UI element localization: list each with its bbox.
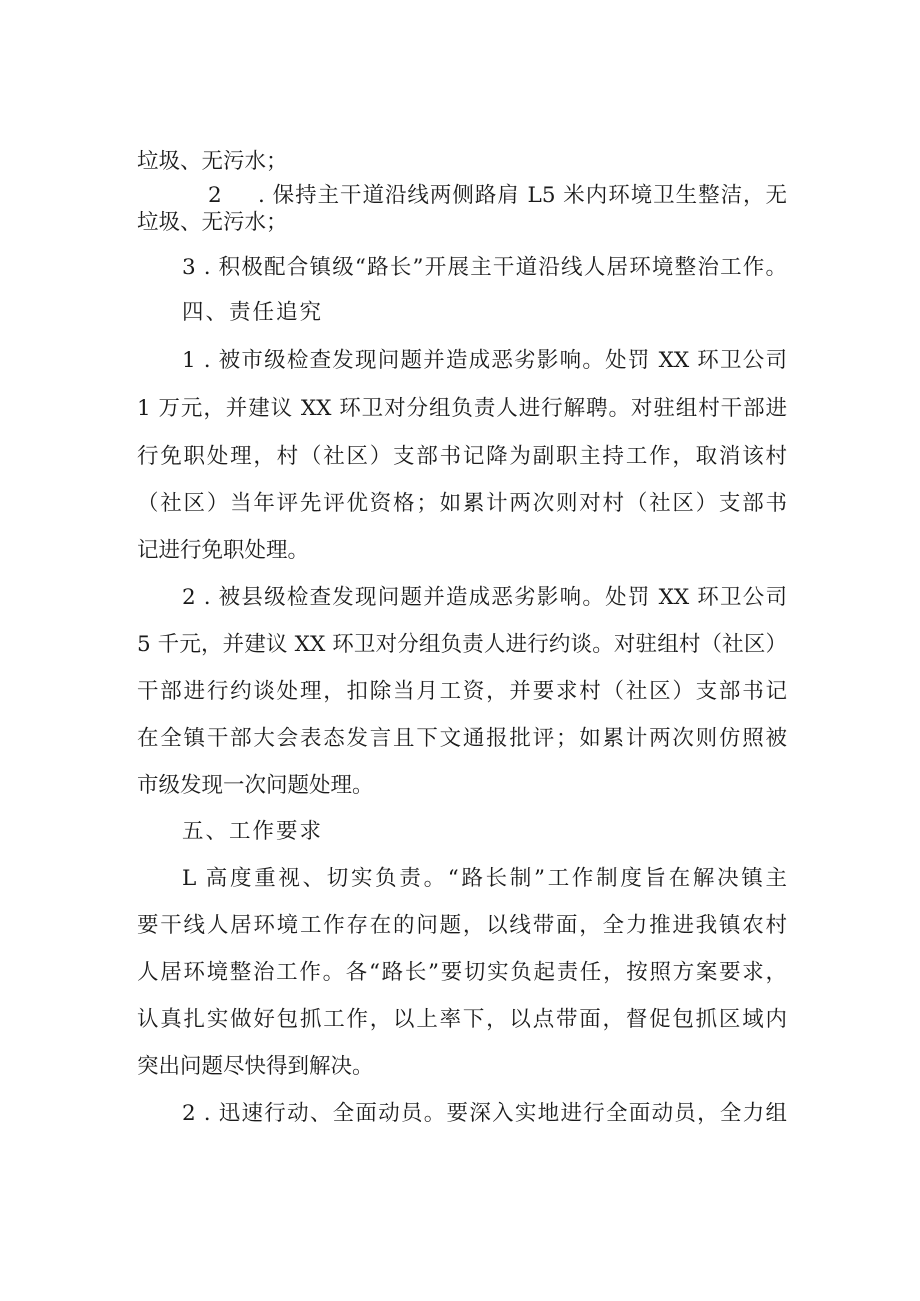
item-3-line-1: 3 . 积极配合镇级“路长”开展主干道沿线人居环境整治工作。 xyxy=(182,255,787,280)
item-2-line-2: 垃圾、无污水； xyxy=(137,210,288,235)
section-4-para-2-line: 2 . 被县级检查发现问题并造成恶劣影响。处罚 XX 环卫公司 xyxy=(182,585,787,610)
section-4-para-2-line: 5 千元，并建议 XX 环卫对分组负责人进行约谈。对驻组村（社区） xyxy=(137,632,787,657)
section-5-heading: 五、工作要求 xyxy=(182,819,324,844)
section-4-para-2-line: 市级发现一次问题处理。 xyxy=(137,773,374,798)
section-4-heading: 四、责任追究 xyxy=(182,300,324,325)
section-5-para-1-line: 突出问题尽快得到解决。 xyxy=(137,1054,374,1079)
section-4-para-1-line: 1 . 被市级检查发现问题并造成恶劣影响。处罚 XX 环卫公司 xyxy=(182,348,787,373)
item-2-line-1: . 保持主干道沿线两侧路肩 L5 米内环境卫生整洁，无 xyxy=(258,183,787,208)
section-4-para-2-line: 在全镇干部大会表态发言且下文通报批评；如累计两次则仿照被 xyxy=(137,726,787,751)
continuation-line: 垃圾、无污水； xyxy=(137,149,288,174)
section-4-para-1-line: 1 万元，并建议 XX 环卫对分组负责人进行解聘。对驻组村干部进 xyxy=(137,396,787,421)
item-2-number: 2 xyxy=(208,183,222,208)
section-5-para-1-line: L 高度重视、切实负责。“路长制”工作制度旨在解决镇主 xyxy=(182,866,787,891)
section-4-para-1-line: 记进行免职处理。 xyxy=(137,538,310,563)
section-5-para-1-line: 认真扎实做好包抓工作，以上率下，以点带面，督促包抓区域内 xyxy=(137,1007,787,1032)
section-5-para-2-line: 2 . 迅速行动、全面动员。要深入实地进行全面动员，全力组 xyxy=(182,1101,787,1126)
section-4-para-1-line: （社区）当年评先评优资格；如累计两次则对村（社区）支部书 xyxy=(137,491,787,516)
section-4-para-2-line: 干部进行约谈处理，扣除当月工资，并要求村（社区）支部书记 xyxy=(137,679,787,704)
section-5-para-1-line: 要干线人居环境工作存在的问题，以线带面，全力推进我镇农村 xyxy=(137,913,787,938)
section-4-para-1-line: 行免职处理，村（社区）支部书记降为副职主持工作，取消该村 xyxy=(137,444,787,469)
section-5-para-1-line: 人居环境整治工作。各“路长”要切实负起责任，按照方案要求， xyxy=(137,960,787,985)
